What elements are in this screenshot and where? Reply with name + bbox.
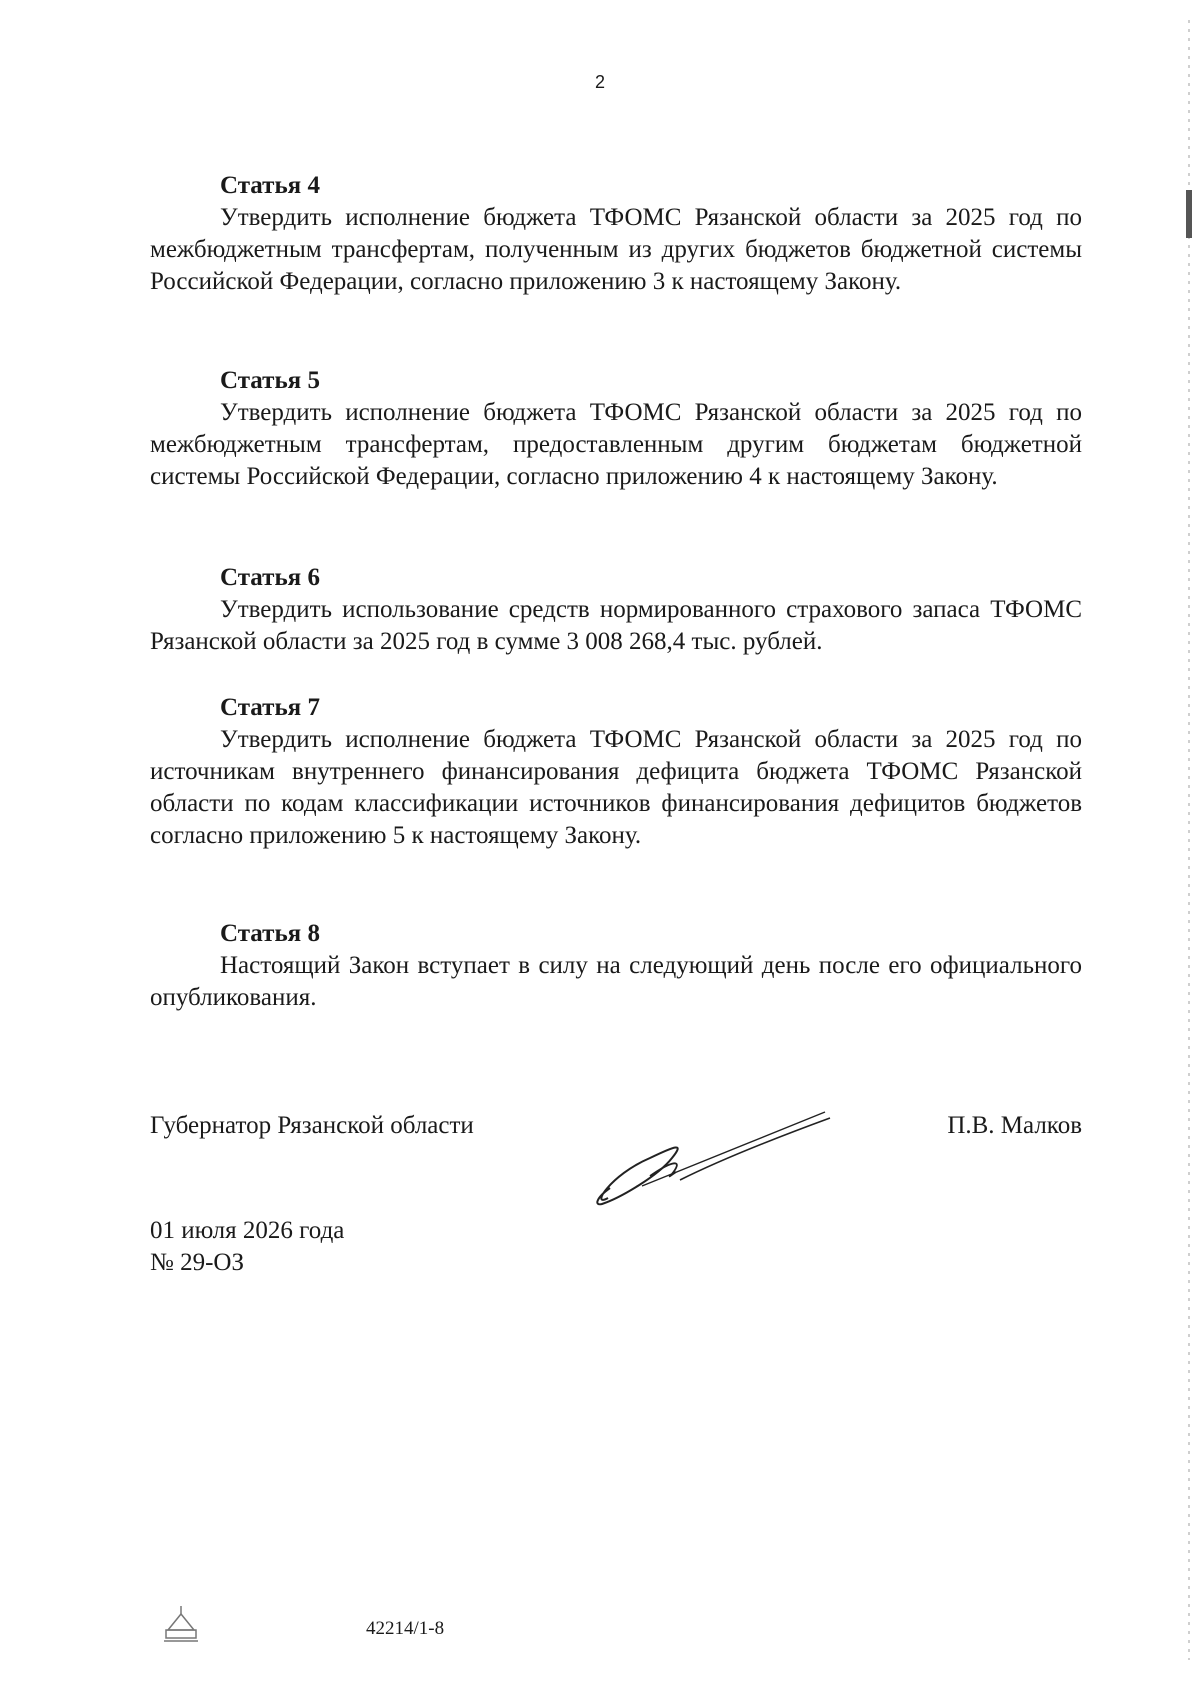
date-block: [150, 1215, 344, 1279]
document-code: 42214/1-8: [366, 1618, 445, 1639]
article-8: [150, 918, 1082, 1014]
article-7: [150, 692, 1082, 852]
article-text: Утвердить исполнение бюджета ТФОМС Рязанской области за 2025 год по межбюджетным трансфертам, предоставленным другим бюджетам бюджетной системы Российской Федерации, согласно приложению 4 к настоящему Закону.: [150, 399, 1082, 490]
emblem-icon: [158, 1600, 204, 1646]
article-5: [150, 365, 1082, 493]
article-title: Статья 8: [220, 920, 320, 947]
article-text: Утвердить исполнение бюджета ТФОМС Рязанской области за 2025 год по источникам внутреннего финансирования дефицита бюджета ТФОМС Рязанской области по кодам классификации источников финансирования дефицитов бюджетов согласно приложению 5 к настоящему Закону.: [150, 726, 1082, 849]
law-number: № 29-ОЗ: [150, 1249, 245, 1276]
article-title: Статья 7: [220, 694, 320, 721]
governor-name: П.В. Малков: [947, 1112, 1082, 1139]
article-title: Статья 6: [220, 564, 320, 591]
governor-title: Губернатор Рязанской области: [150, 1112, 474, 1139]
article-text: Настоящий Закон вступает в силу на следующий день после его официального опубликования.: [150, 952, 1082, 1011]
page-number: 2: [594, 72, 605, 92]
article-4: [150, 170, 1082, 298]
scan-edge-artifact: [1188, 20, 1190, 1660]
handwritten-signature: [580, 1080, 840, 1220]
article-title: Статья 4: [220, 172, 320, 199]
article-text: Утвердить использование средств нормированного страхового запаса ТФОМС Рязанской области за 2025 год в сумме 3 008 268,4 тыс. рублей.: [150, 596, 1082, 655]
article-title: Статья 5: [220, 367, 320, 394]
scan-mark-artifact: [1186, 190, 1192, 238]
article-text: Утвердить исполнение бюджета ТФОМС Рязанской области за 2025 год по межбюджетным трансфертам, полученным из других бюджетов бюджетной системы Российской Федерации, согласно приложению 3 к настоящему Закону.: [150, 204, 1082, 295]
article-6: [150, 562, 1082, 658]
law-date: 01 июля 2026 года: [150, 1217, 345, 1244]
